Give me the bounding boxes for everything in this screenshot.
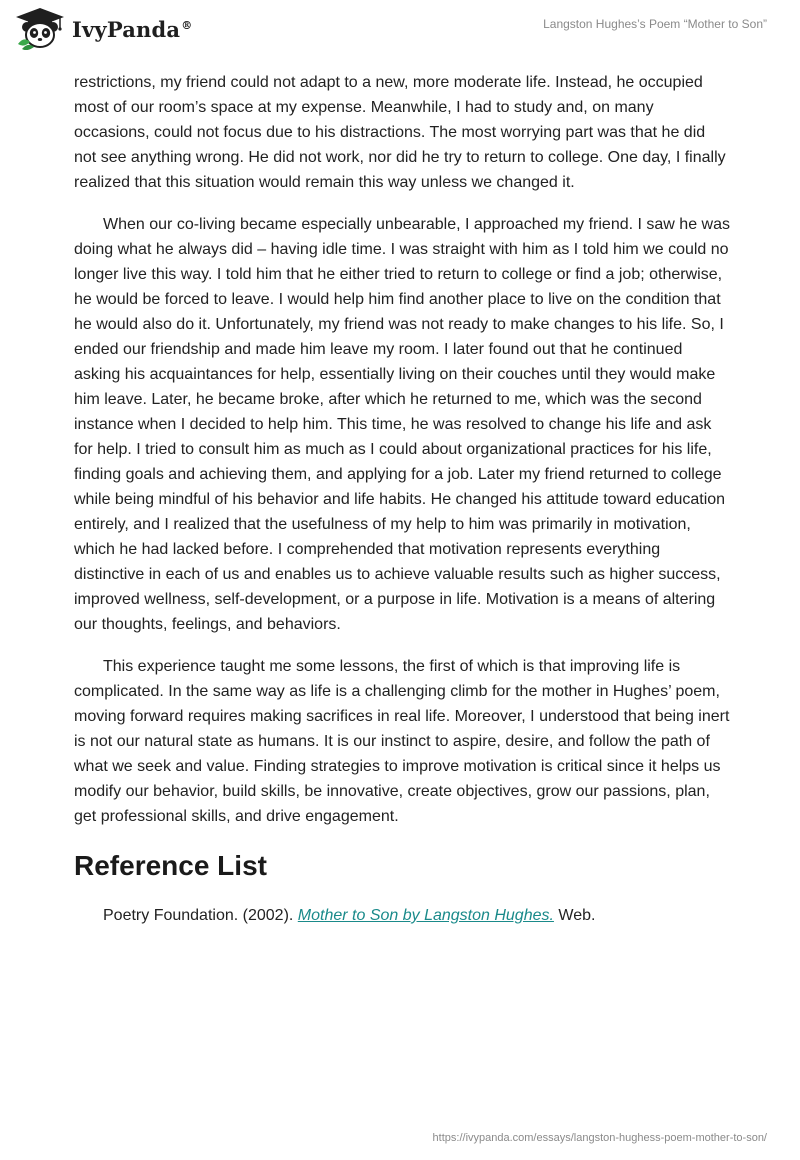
body-paragraph: When our co-living became especially unbearable, I approached my friend. I saw he was doing what he always did – having idle time. I was straight with him as I told him we could no longer live this way. I told him that he either tried to return to college or find a job; otherwise, he would be forced to leave. I would help him find another place to live on the condition that he would also do it. Unfortunately, my friend was not ready to make changes to his life. So, I ended our friendship and made him leave my room. I later found out that he continued asking his acquaintances for help, essentially living on their couches until they would make him leave. Later, he became broke, after which he returned to me, which was the second instance when I decided to help him. This time, he was resolved to change his life and ask for help. I tried to consult him as much as I could about organizational practices for his life, finding goals and achieving them, and applying for a job. Later my friend returned to college while being mindful of his behavior and life habits. He changed his attitude toward education entirely, and I realized that the usefulness of my help to him was primarily in motivation, which he had lacked before. I comprehended that motivation represents everything distinctive in each of us and enables us to achieve valuable results such as higher success, improved wellness, self-development, or a purpose in life. Motivation is a means of altering our thoughts, feelings, and behaviors. xyxy=(74,216,730,633)
reference-link[interactable]: Mother to Son by Langston Hughes. xyxy=(297,907,554,924)
body-paragraph: This experience taught me some lessons, the first of which is that improving life is complicated. In the same way as life is a challenging climb for the mother in Hughes’ poem, moving forward requires making sacrifices in real life. Moreover, I understood that being inert is not our natural state as humans. It is our instinct to aspire, desire, and follow the path of what we seek and value. Finding strategies to improve motivation is critical since it helps us modify our behavior, build skills, be innovative, create objectives, grow our passions, plan, get professional skills, and drive engagement. xyxy=(74,658,730,825)
body-paragraph: restrictions, my friend could not adapt to a new, more moderate life. Instead, he occupied most of our room’s space at my expense. Meanwhile, I had to study and, on many occasions, could not focus due to his distractions. The most worrying part was that he did not see anything wrong. He did not work, nor did he try to return to college. One day, I finally realized that this situation would remain this way unless we changed it. xyxy=(74,74,726,191)
essay-content xyxy=(74,70,730,928)
footer-url[interactable]: https://ivypanda.com/essays/langston-hughess-poem-mother-to-son/ xyxy=(432,1132,767,1144)
running-title: Langston Hughes’s Poem “Mother to Son” xyxy=(543,17,767,31)
page-header xyxy=(0,0,800,60)
reference-author-year: Poetry Foundation. (2002). xyxy=(103,907,298,924)
registered-mark: ® xyxy=(181,18,193,32)
ivypanda-logo[interactable] xyxy=(14,6,192,50)
reference-suffix: Web. xyxy=(553,907,596,924)
reference-entry xyxy=(74,903,730,928)
panda-graduate-icon xyxy=(14,6,66,50)
brand-name: IvyPanda® xyxy=(72,16,193,42)
reference-list-heading: Reference List xyxy=(74,850,267,881)
